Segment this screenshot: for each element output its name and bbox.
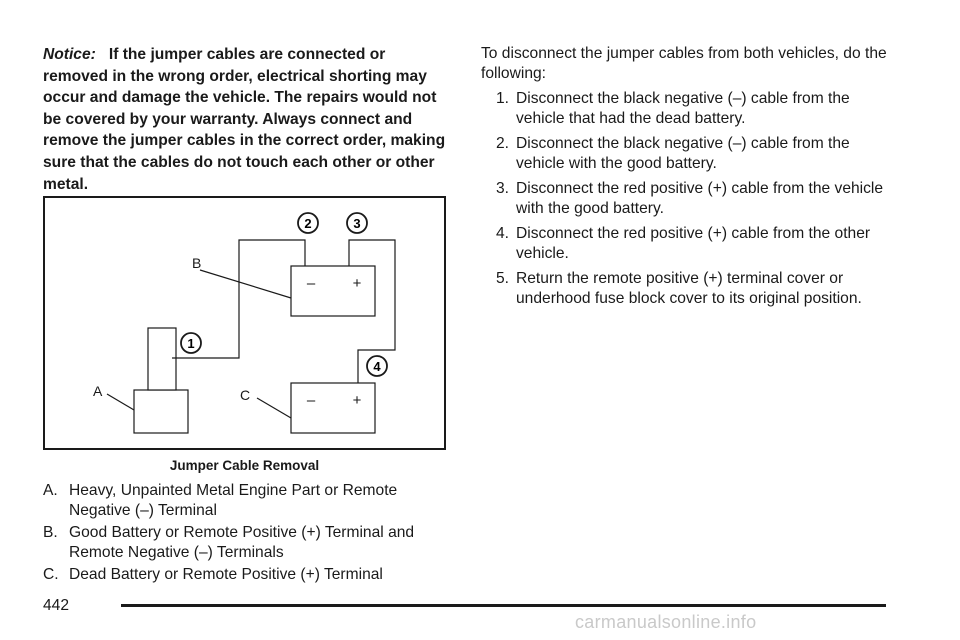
dead-battery-minus: – bbox=[306, 392, 316, 409]
step-number: 2. bbox=[495, 135, 509, 152]
dead-battery bbox=[291, 383, 375, 433]
step-text: Disconnect the black negative (–) cable from the vehicle that had the dead battery. bbox=[516, 90, 850, 127]
step-item bbox=[481, 269, 901, 309]
good-battery bbox=[291, 266, 375, 316]
jumper-cable-diagram bbox=[43, 196, 446, 450]
callout-4 bbox=[367, 356, 387, 376]
leader-b bbox=[200, 270, 291, 298]
legend-item bbox=[43, 523, 453, 562]
label-a: A bbox=[93, 383, 103, 399]
callout-3 bbox=[347, 213, 367, 233]
legend-text: Heavy, Unpainted Metal Engine Part or Remote Negative (–) Terminal bbox=[69, 482, 398, 519]
step-item bbox=[481, 179, 901, 219]
footer-rule bbox=[121, 604, 886, 607]
step-item bbox=[481, 89, 901, 129]
figure-legend bbox=[43, 481, 453, 588]
step-item bbox=[481, 224, 901, 264]
diagram-svg bbox=[45, 198, 444, 448]
step-number: 5. bbox=[495, 270, 509, 287]
step-number: 1. bbox=[495, 90, 509, 107]
instructions-intro: To disconnect the jumper cables from both vehicles, do the following: bbox=[481, 45, 887, 82]
legend-text: Good Battery or Remote Positive (+) Terminal and Remote Negative (–) Terminals bbox=[69, 524, 415, 561]
callout-1-text: 1 bbox=[187, 336, 195, 351]
figure-caption: Jumper Cable Removal bbox=[169, 458, 320, 473]
engine-part-stud bbox=[148, 328, 176, 390]
leader-a bbox=[107, 394, 134, 410]
dead-battery-plus: + bbox=[352, 392, 362, 409]
callout-1 bbox=[181, 333, 201, 353]
notice-text: If the jumper cables are connected or removed in the wrong order, electrical shorting may occur and damage the vehicle. The repairs would not be covered by your warranty. Always connect and remove the jumper cables in the correct order, making sure that the cables do not touch each other or other metal. bbox=[43, 46, 446, 193]
instructions-steps bbox=[481, 89, 901, 309]
legend-key: B. bbox=[43, 524, 58, 542]
instructions-block bbox=[481, 44, 901, 314]
legend-item bbox=[43, 565, 453, 585]
good-battery-minus: – bbox=[306, 275, 316, 292]
step-number: 4. bbox=[495, 225, 509, 242]
step-text: Disconnect the red positive (+) cable from the other vehicle. bbox=[516, 225, 871, 262]
good-battery-plus: + bbox=[352, 275, 362, 292]
callout-4-text: 4 bbox=[373, 359, 381, 374]
notice-label: Notice: bbox=[43, 46, 96, 63]
label-b: B bbox=[192, 255, 202, 271]
page-number: 442 bbox=[43, 597, 70, 614]
step-text: Return the remote positive (+) terminal cover or underhood fuse block cover to its original position. bbox=[516, 270, 862, 307]
label-c: C bbox=[240, 387, 251, 403]
notice-paragraph bbox=[43, 44, 448, 195]
step-text: Disconnect the black negative (–) cable from the vehicle with the good battery. bbox=[516, 135, 850, 172]
notice-block bbox=[43, 44, 448, 195]
callout-3-text: 3 bbox=[353, 216, 361, 231]
step-number: 3. bbox=[495, 180, 509, 197]
step-item bbox=[481, 134, 901, 174]
legend-key: A. bbox=[43, 482, 58, 499]
callout-2 bbox=[298, 213, 318, 233]
engine-part bbox=[134, 390, 188, 433]
watermark: carmanualsonline.info bbox=[575, 612, 757, 632]
legend-text: Dead Battery or Remote Positive (+) Terminal bbox=[69, 566, 383, 584]
leader-c bbox=[257, 398, 291, 418]
callout-2-text: 2 bbox=[304, 216, 312, 231]
step-text: Disconnect the red positive (+) cable from the vehicle with the good battery. bbox=[516, 180, 884, 217]
legend-key: C. bbox=[43, 566, 59, 584]
legend-item bbox=[43, 481, 453, 520]
